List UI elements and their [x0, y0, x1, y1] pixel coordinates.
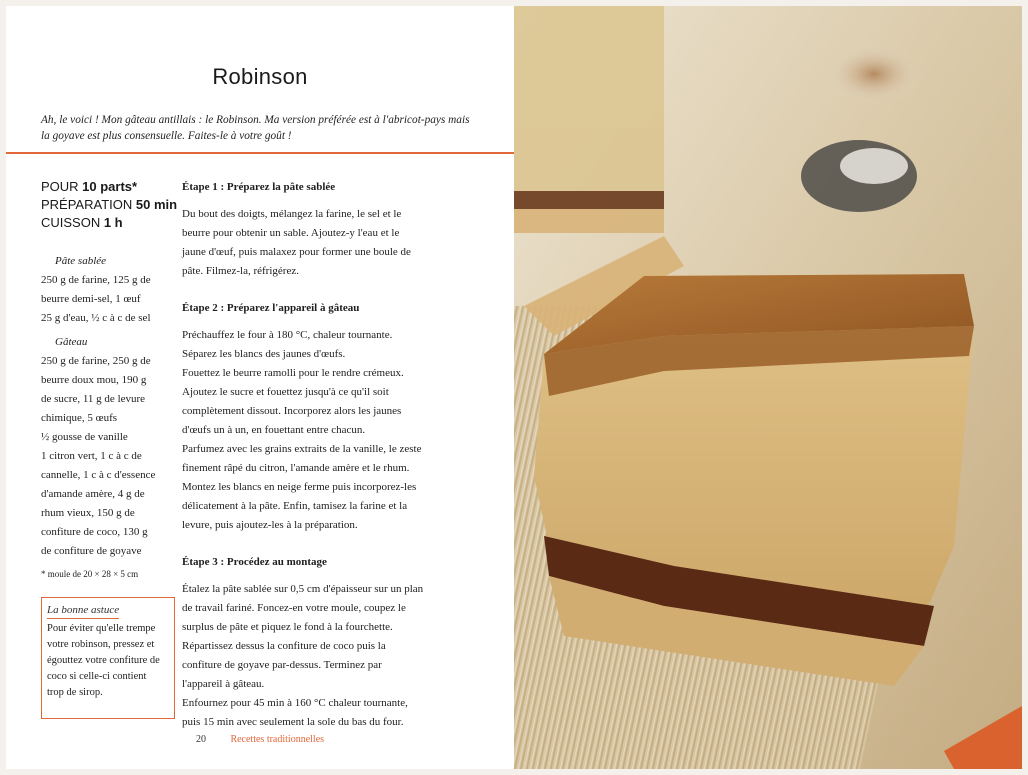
step-line: Étalez la pâte sablée sur 0,5 cm d'épaisseur sur un plan	[182, 583, 424, 595]
step-heading: Étape 2 : Préparez l'appareil à gâteau	[182, 302, 360, 314]
tip-box	[41, 597, 175, 719]
step-line: Préchauffez le four à 180 °C, chaleur tournante.	[182, 329, 393, 341]
left-page	[6, 6, 514, 769]
step-line: complètement dissout. Incorporez alors les jaunes	[182, 405, 402, 417]
step-line: d'œufs un à un, en fouettant entre chacun.	[182, 424, 366, 436]
back-cake-slice	[514, 6, 664, 233]
mold-note: * moule de 20 × 28 × 5 cm	[41, 569, 139, 579]
step-1	[182, 178, 460, 281]
cake-photo	[514, 6, 1022, 769]
step-line: Répartissez dessus la confiture de coco puis la	[182, 640, 386, 652]
tip-line: égouttez votre confiture de	[47, 655, 160, 666]
tip-line: trop de sirop.	[47, 687, 103, 698]
pastry-line: 25 g d'eau, ½ c à c de sel	[41, 312, 151, 324]
tip-line: Pour éviter qu'elle trempe	[47, 623, 156, 634]
cake-subtitle: Gâteau	[55, 336, 88, 348]
step-line: de travail fariné. Foncez-en votre moule, coupez le	[182, 602, 406, 614]
step-line: surplus de pâte et piquez le fond à la fourchette.	[182, 621, 393, 633]
prep-label: PRÉPARATION	[41, 197, 136, 212]
step-line: délicatement à la pâte. Enfin, tamisez la farine et la	[182, 500, 408, 512]
cook-row	[41, 214, 181, 232]
pastry-subtitle: Pâte sablée	[55, 255, 107, 267]
cook-label: CUISSON	[41, 215, 104, 230]
front-cake-slice	[534, 274, 974, 686]
step-line: l'appareil à gâteau.	[182, 678, 265, 690]
cake-line: rhum vieux, 150 g de	[41, 507, 135, 519]
pastry-line: beurre demi-sel, 1 œuf	[41, 293, 141, 305]
orange-divider	[6, 152, 514, 154]
ingredients-list	[41, 252, 171, 581]
cake-line: beurre doux mou, 190 g	[41, 374, 147, 386]
tip-line: coco si celle-ci contient	[47, 671, 147, 682]
step-line: Du bout des doigts, mélangez la farine, le sel et le	[182, 208, 402, 220]
pastry-line: 250 g de farine, 125 g de	[41, 274, 151, 286]
cake-line: chimique, 5 œufs	[41, 412, 118, 424]
step-3	[182, 553, 460, 732]
page-footer	[6, 734, 514, 745]
recipe-meta	[41, 178, 181, 232]
cook-value: 1 h	[103, 215, 123, 230]
cake-line: de confiture de goyave	[41, 545, 142, 557]
tip-title: La bonne astuce	[47, 602, 119, 619]
step-line: finement râpé du citron, l'amande amère et le rhum.	[182, 462, 410, 474]
step-line: jaune d'œuf, puis malaxez pour former une boule de	[182, 246, 411, 258]
background-stone-highlight	[840, 148, 908, 184]
recipe-intro: Ah, le voici ! Mon gâteau antillais : le Robinson. Ma version préférée est à l'abricot-pays mais la goyave est plus consensuelle. Faites-le à votre goût !	[41, 114, 470, 142]
step-line: beurre pour obtenir un sable. Ajoutez-y l'eau et le	[182, 227, 400, 239]
cake-line: d'amande amère, 4 g de	[41, 488, 145, 500]
step-line: Montez les blancs en neige ferme puis incorporez-les	[182, 481, 417, 493]
right-page-photo	[514, 6, 1022, 769]
prep-row	[41, 196, 181, 214]
cake-line: ½ gousse de vanille	[41, 431, 128, 443]
servings-value: 10 parts*	[82, 179, 138, 194]
background-shell	[826, 44, 922, 104]
servings-label: POUR	[41, 179, 83, 194]
step-line: Enfournez pour 45 min à 160 °C chaleur tournante,	[182, 697, 408, 709]
recipe-steps	[182, 178, 460, 750]
cake-line: confiture de coco, 130 g	[41, 526, 148, 538]
step-line: pâte. Filmez-la, réfrigérez.	[182, 265, 299, 277]
step-2	[182, 299, 460, 535]
step-line: Fouettez le beurre ramolli pour le rendre crémeux.	[182, 367, 404, 379]
step-heading: Étape 1 : Préparez la pâte sablée	[182, 181, 336, 193]
cake-line: cannelle, 1 c à c d'essence	[41, 469, 156, 481]
step-line: Séparez les blancs des jaunes d'œufs.	[182, 348, 346, 360]
recipe-title: Robinson	[212, 64, 308, 89]
step-heading: Étape 3 : Procédez au montage	[182, 556, 327, 568]
step-line: confiture de goyave par-dessus. Terminez par	[182, 659, 382, 671]
servings-row	[41, 178, 181, 196]
cake-line: 1 citron vert, 1 c à c de	[41, 450, 142, 462]
step-line: Ajoutez le sucre et fouettez jusqu'à ce qu'il soit	[182, 386, 389, 398]
section-name: Recettes traditionnelles	[230, 734, 325, 745]
page-number: 20	[195, 734, 206, 745]
tip-line: votre robinson, pressez et	[47, 639, 155, 650]
cake-line: de sucre, 11 g de levure	[41, 393, 146, 405]
step-line: puis 15 min avec seulement la sole du bas du four.	[182, 716, 404, 728]
prep-value: 50 min	[135, 197, 178, 212]
cake-line: 250 g de farine, 250 g de	[41, 355, 151, 367]
step-line: levure, puis ajoutez-les à la préparation.	[182, 519, 358, 531]
step-line: Parfumez avec les grains extraits de la vanille, le zeste	[182, 443, 422, 455]
